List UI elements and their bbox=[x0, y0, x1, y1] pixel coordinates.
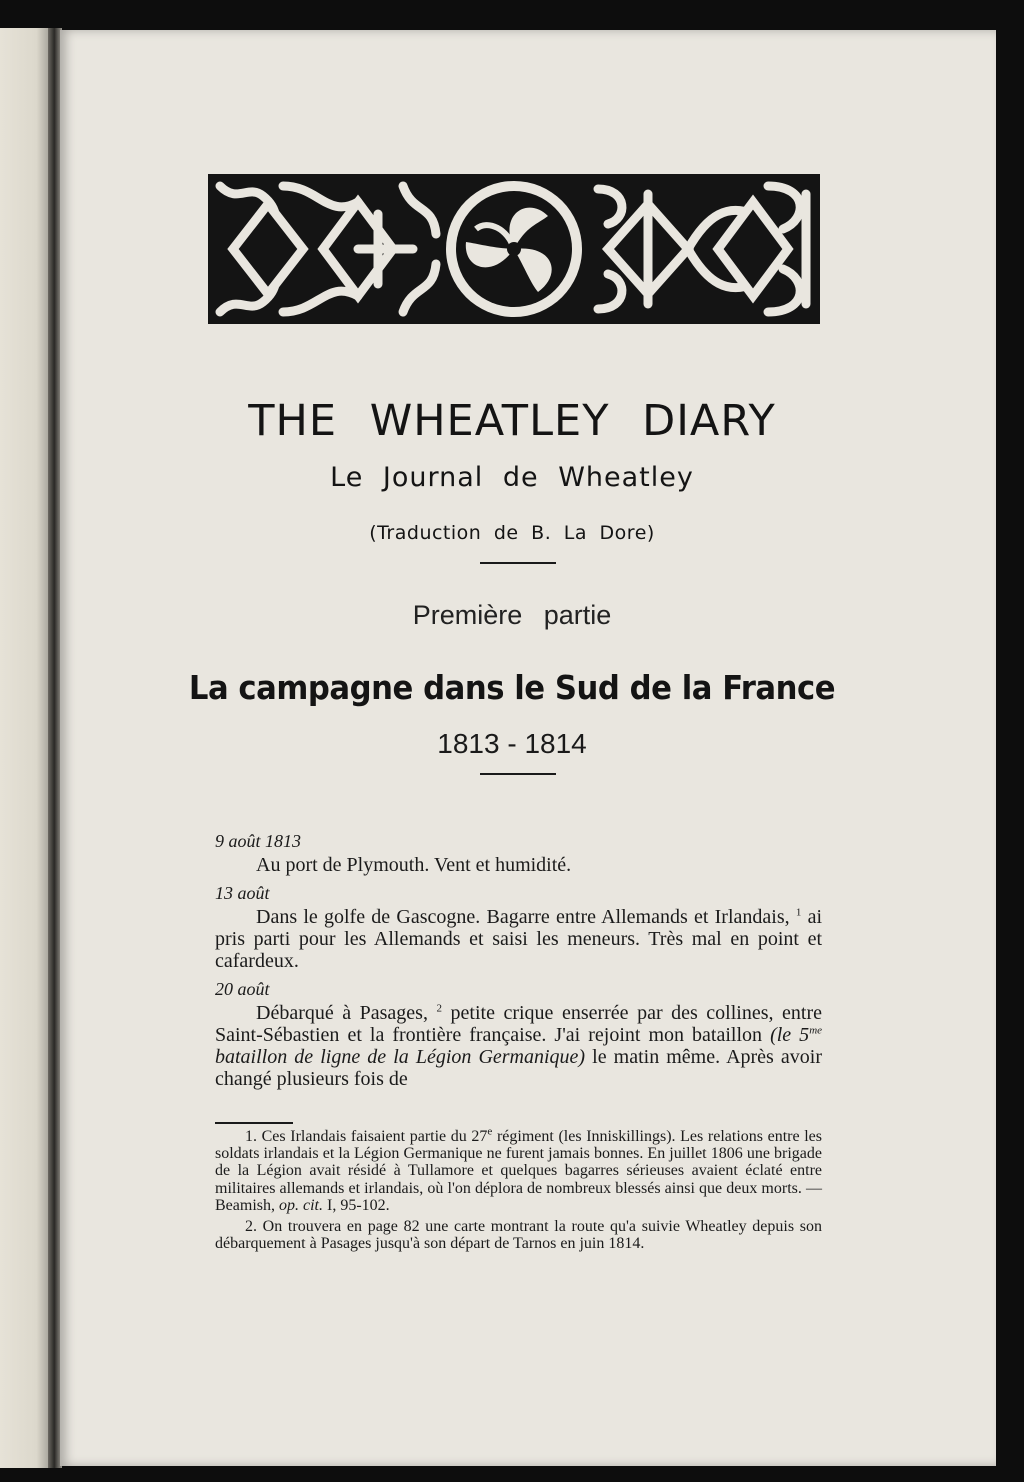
footnote-text: I, 95-102. bbox=[323, 1196, 390, 1214]
diary-title: THE WHEATLEY DIARY bbox=[248, 396, 776, 446]
footnote bbox=[215, 1125, 823, 1214]
entry-text-part: Au port de Plymouth. Vent et humidité. bbox=[256, 854, 572, 876]
entry-date: 9 août 1813 bbox=[215, 831, 302, 851]
heading-divider bbox=[480, 773, 556, 775]
diary-body bbox=[215, 830, 822, 1096]
footnote: 2. On trouvera en page 82 une carte montrant la route qu'a suivie Wheatley depuis son débarquement à Pasages jusqu'à son départ de Tarnos en juin 1814. bbox=[215, 1218, 822, 1253]
ordinal-superscript: me bbox=[809, 1024, 823, 1037]
footnote-text: régiment (les Inniskillings). Les relations entre les soldats irlandais et la Légion Germanique ne furent jamais bonnes. En juillet 1806 une brigade de la Légion avait résidé à Tullamore et quelques bagarres sérieuses avaient éclaté entre militaires allemands et irlandais, où l'on déplora de nombreux blessés ainsi que deux morts. — Beamish, bbox=[215, 1128, 823, 1214]
entry-text-part: Dans le golfe de Gascogne. Bagarre entre Allemands et Irlandais, bbox=[256, 906, 790, 928]
ordinal-superscript: e bbox=[487, 1125, 493, 1138]
entry-text-part: Débarqué à Pasages, bbox=[256, 1002, 428, 1024]
footnote-divider bbox=[215, 1122, 293, 1124]
entry-text bbox=[215, 906, 822, 972]
footnote-ref: 2 bbox=[436, 1002, 442, 1015]
diary-subtitle: Le Journal de Wheatley bbox=[330, 462, 694, 493]
entry-text bbox=[215, 854, 822, 876]
triskele-emblem bbox=[446, 181, 582, 317]
footnotes bbox=[215, 1125, 823, 1256]
entry-italic-part: (le 5 bbox=[770, 1024, 810, 1046]
part-label: Première partie bbox=[412, 600, 612, 630]
entry-text bbox=[215, 1002, 822, 1090]
section-heading: La campagne dans le Sud de la France bbox=[188, 668, 836, 707]
entry-italic-part: bataillon de ligne de la Légion Germanique) bbox=[215, 1046, 586, 1068]
title-divider bbox=[480, 562, 556, 564]
entry-text-part: le matin même. Après avoir changé plusieurs fois de bbox=[215, 1046, 822, 1090]
entry-date: 13 août bbox=[215, 883, 270, 903]
translator-credit: (Traduction de B. La Dore) bbox=[369, 522, 655, 544]
footnote-text: 1. Ces Irlandais faisaient partie du 27 bbox=[245, 1128, 488, 1145]
footnote-citation: op. cit. bbox=[279, 1196, 323, 1214]
entry-date: 20 août bbox=[215, 979, 270, 999]
basque-ornament-banner bbox=[208, 174, 820, 324]
entry-text-part: petite crique enserrée par des collines, entre Saint-Sébastien et la frontière française. J'ai rejoint mon bataillon bbox=[215, 1002, 823, 1046]
entry-text-part: ai pris parti pour les Allemands et saisi les meneurs. Très mal en point et cafardeux. bbox=[215, 906, 823, 972]
section-years: 1813 - 1814 bbox=[437, 728, 587, 759]
footnote-ref: 1 bbox=[795, 906, 802, 919]
